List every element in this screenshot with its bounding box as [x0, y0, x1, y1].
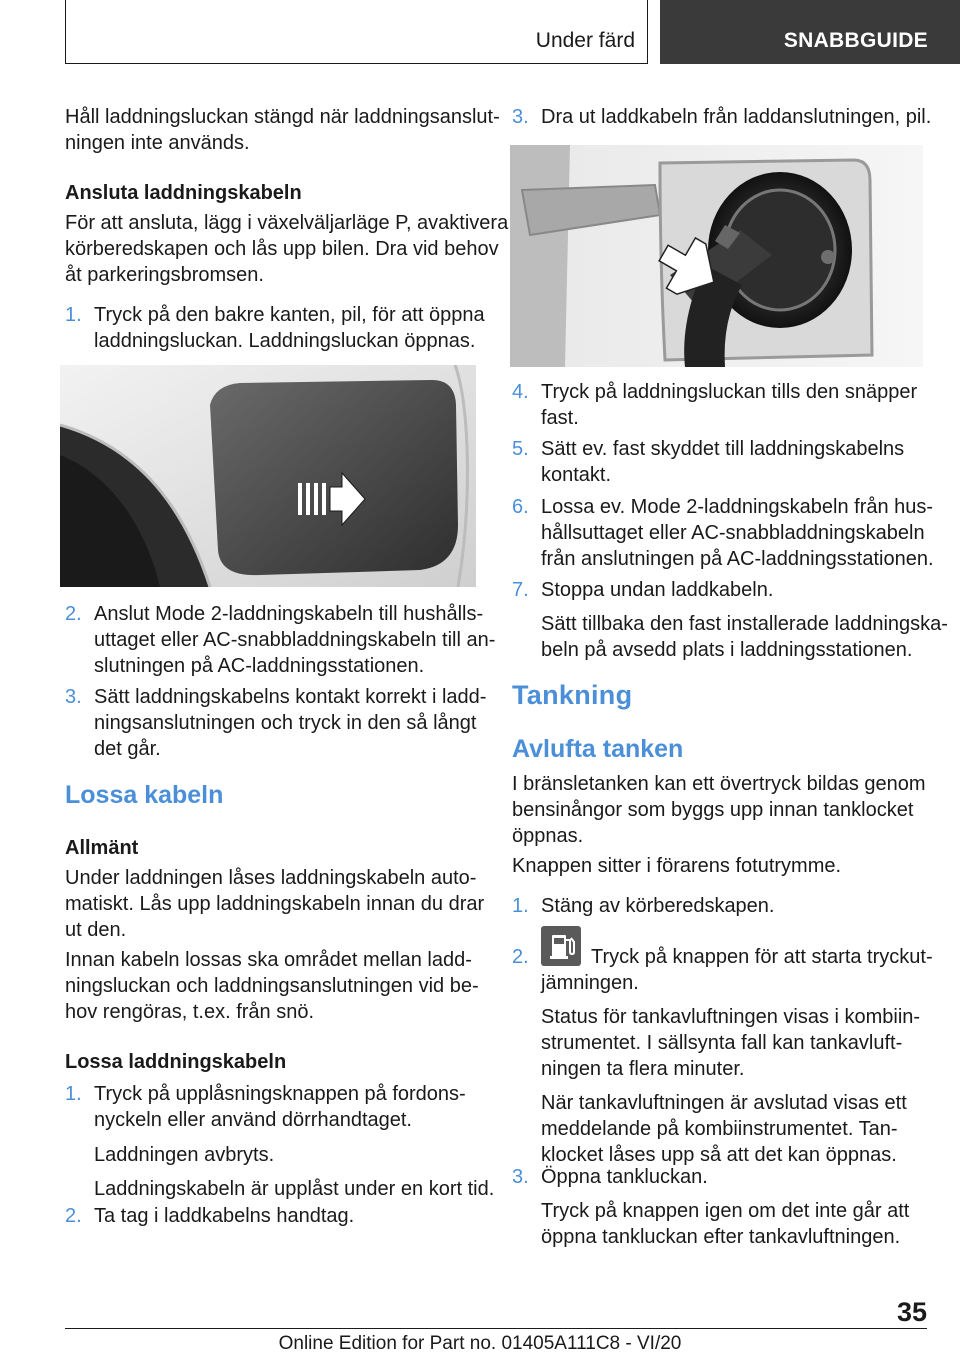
general2-line-1: Innan kabeln lossas ska området mellan ladd- [65, 949, 472, 971]
step-text-line: öppna tankluckan efter tankavluftningen. [541, 1226, 901, 1248]
step-number: 4. [512, 381, 529, 403]
step-number: 3. [65, 686, 82, 708]
step-text-line: När tankavluftningen är avslutad visas ett [541, 1092, 907, 1114]
step-number: 1. [65, 1083, 82, 1105]
step-text: Stäng av körberedskapen. [541, 895, 775, 917]
step-text [541, 379, 931, 431]
step-text-line: klocket låses upp så att det kan öppnas. [541, 1144, 897, 1166]
step-text-line: Tryck på laddningsluckan tills den snäpper [541, 381, 918, 403]
step-number: 5. [512, 438, 529, 460]
heading-unlock-cable: Lossa laddningskabeln [65, 1051, 287, 1073]
step-text-line: ningen ta flera minuter. [541, 1058, 745, 1080]
step-text-line: Sätt tillbaka den fast installerade laddningska- [541, 613, 948, 635]
step-number: 3. [512, 1166, 529, 1188]
step-text [541, 436, 931, 488]
footer-edition: Online Edition for Part no. 01405A111C8 - VI/20 [278, 1333, 682, 1354]
step-text-line: Tryck på knappen för att starta tryckut- [591, 946, 933, 968]
step-text-line: Tryck på upplåsningsknappen på fordons- [94, 1083, 466, 1105]
vent-location-text: Knappen sitter i förarens fotutrymme. [512, 855, 842, 877]
connect-line-1: För att ansluta, lägg i växelväljarläge P, avaktivera [65, 212, 509, 234]
step-text-line: Sätt ev. fast skyddet till laddningskabelns [541, 438, 905, 460]
step-text-line: Status för tankavluftningen visas i kombiin- [541, 1006, 921, 1028]
step-text-line: Stoppa undan laddkabeln. [541, 579, 774, 601]
general2-line-2: ningsluckan och laddningsanslutningen vid be- [65, 975, 479, 997]
step-text [541, 1164, 931, 1250]
step-text [541, 577, 948, 663]
unplug-cable-illustration [510, 145, 923, 367]
step-text: Dra ut laddkabeln från laddanslutningen, pil. [541, 106, 932, 128]
unplug-cable-image [510, 145, 923, 367]
fuel-pump-icon [541, 926, 581, 966]
step-text [94, 601, 496, 679]
step-number: 7. [512, 579, 529, 601]
step-text-line: beln på avsedd plats i laddningsstationen. [541, 639, 913, 661]
step-number: 1. [512, 895, 529, 917]
general-line-2: matiskt. Lås upp laddningskabeln innan du drar [65, 893, 485, 915]
heading-general: Allmänt [65, 837, 139, 859]
step-number: 6. [512, 496, 529, 518]
step-number: 2. [65, 1205, 82, 1227]
heading-connect: Ansluta laddningskabeln [65, 182, 302, 204]
heading-refueling: Tankning [512, 680, 633, 710]
charging-flap-image [60, 365, 476, 587]
step-text-line-with-icon [541, 944, 931, 970]
footer-divider [65, 1328, 927, 1329]
general-line-3: ut den. [65, 919, 127, 941]
step-text-line: Laddningskabeln är upplåst under en kort tid. [94, 1178, 495, 1200]
step-text-line: ningsanslutningen och tryck in den så långt [94, 712, 477, 734]
step-text: Ta tag i laddkabelns handtag. [94, 1205, 355, 1227]
header-section-box [65, 0, 648, 64]
step-number: 2. [65, 603, 82, 625]
step-text-line: det går. [94, 738, 161, 760]
step-text-line: nyckeln eller använd dörrhandtaget. [94, 1109, 412, 1131]
step-text [94, 1081, 495, 1202]
step-text-line: från anslutningen på AC-laddningsstationen. [541, 548, 934, 570]
heading-release-cable: Lossa kabeln [65, 781, 224, 809]
step-text-line: slutningen på AC-laddningsstationen. [94, 655, 425, 677]
general2-line-3: hov rengöras, t.ex. från snö. [65, 1001, 315, 1023]
vent-line-3: öppnas. [512, 825, 584, 847]
general-line-1: Under laddningen låses laddningskabeln auto- [65, 867, 477, 889]
step-text [541, 944, 931, 1168]
header-tab [660, 0, 960, 64]
intro-line-2: ningen inte används. [65, 132, 250, 154]
step-text-line: Anslut Mode 2-laddningskabeln till hushålls- [94, 603, 484, 625]
step-text [541, 494, 934, 572]
heading-vent-tank: Avlufta tanken [512, 735, 684, 763]
step-number: 1. [65, 304, 82, 326]
step-text [94, 302, 484, 354]
step-number: 2. [512, 946, 529, 968]
step-text-line: Lossa ev. Mode 2-laddningskabeln från hus- [541, 496, 934, 518]
page-number: 35 [896, 1297, 927, 1327]
connect-line-3: åt parkeringsbromsen. [65, 264, 264, 286]
step-text-line: Laddningen avbryts. [94, 1144, 275, 1166]
header-tab-label: SNABBGUIDE [783, 29, 928, 52]
step-number: 3. [512, 106, 529, 128]
step-text-line: Öppna tankluckan. [541, 1166, 708, 1188]
step-text-line: kontakt. [541, 464, 612, 486]
step-text-line: uttaget eller AC-snabbladdningskabeln till an- [94, 629, 496, 651]
step-text-line: fast. [541, 407, 579, 429]
vent-line-1: I bränsletanken kan ett övertryck bildas genom [512, 773, 926, 795]
connect-line-2: körberedskapen och lås upp bilen. Dra vid behov [65, 238, 499, 260]
step-text-line: Tryck på knappen igen om det inte går att [541, 1200, 910, 1222]
step-text-line: Tryck på den bakre kanten, pil, för att öppna [94, 304, 485, 326]
step-text-line: meddelande på kombiinstrumentet. Tan- [541, 1118, 898, 1140]
step-text-line: strumentet. I sällsynta fall kan tankavluft- [541, 1032, 903, 1054]
step-text-line: laddningsluckan. Laddningsluckan öppnas. [94, 330, 476, 352]
step-text-line: hållsuttaget eller AC-snabbladdningskabeln [541, 522, 925, 544]
header-section-title: Under färd [535, 29, 635, 52]
vent-line-2: bensinångor som byggs upp innan tanklocket [512, 799, 914, 821]
step-text-line: Sätt laddningskabelns kontakt korrekt i ladd- [94, 686, 487, 708]
step-text-line: jämningen. [541, 972, 639, 994]
intro-line-1: Håll laddningsluckan stängd när laddningsanslut- [65, 106, 500, 128]
charging-flap-illustration [60, 365, 476, 587]
step-text [94, 684, 487, 762]
